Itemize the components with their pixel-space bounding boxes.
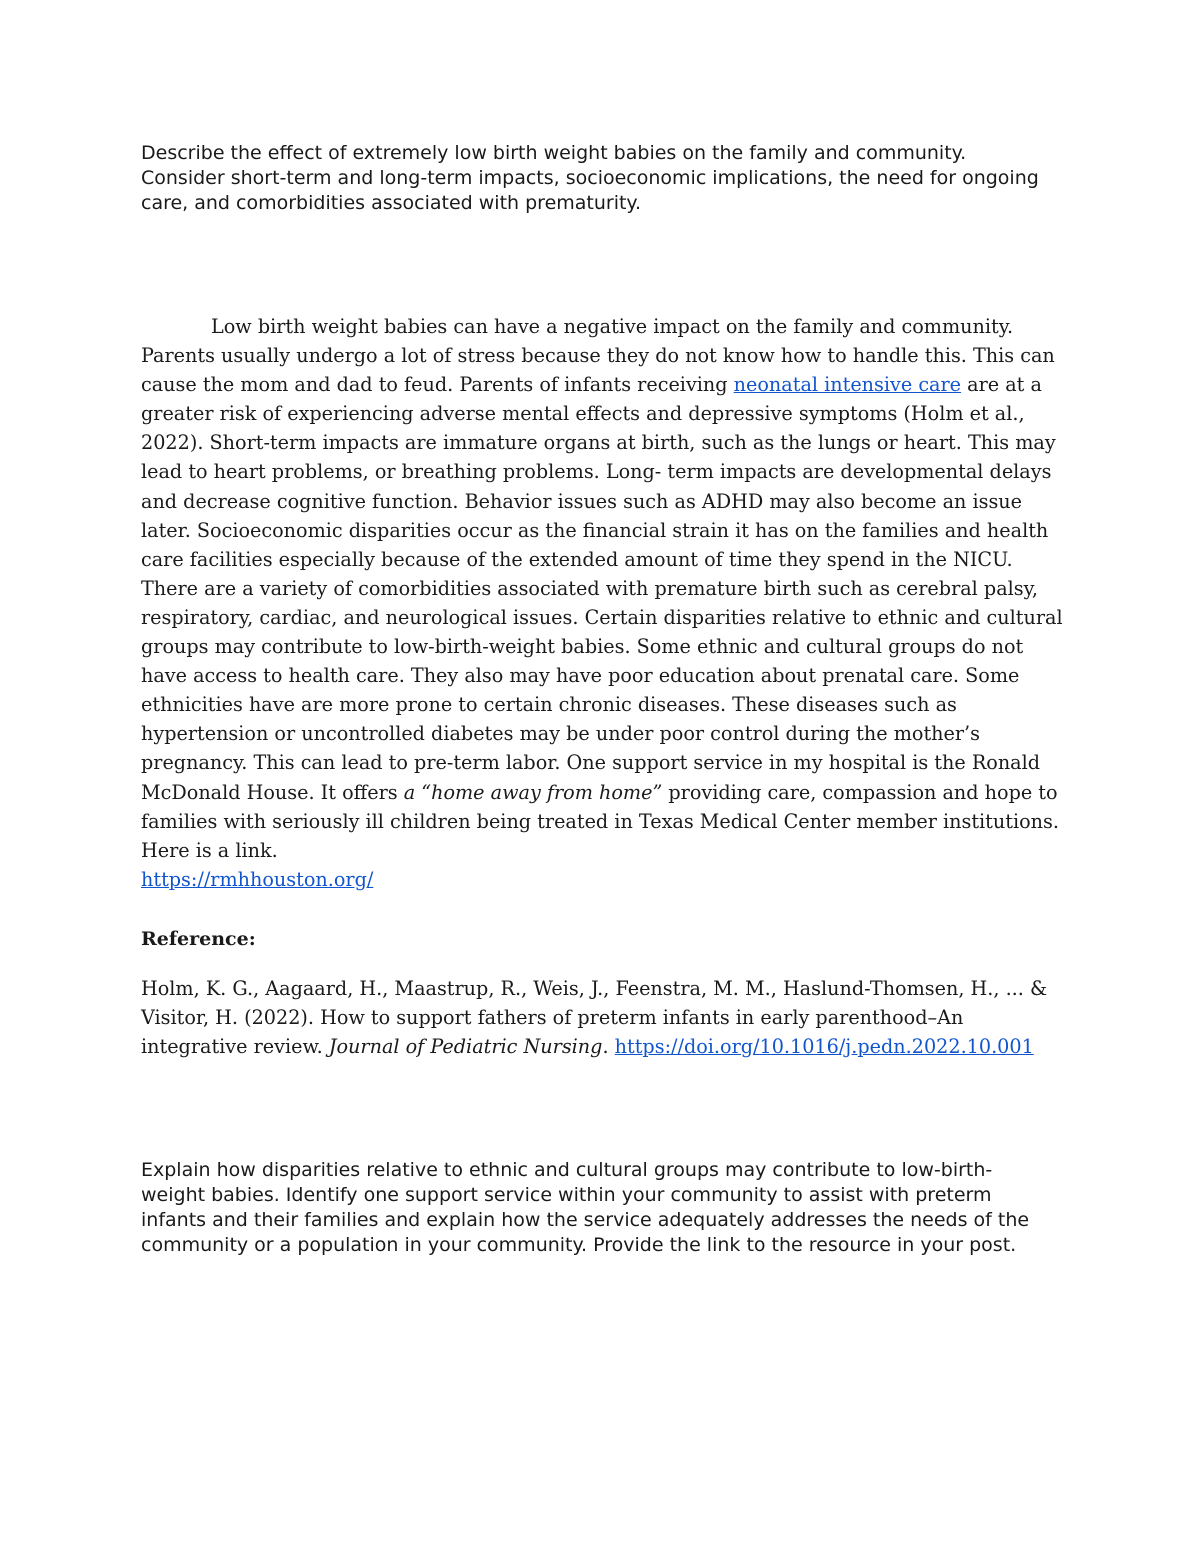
doi-link[interactable]: https://doi.org/10.1016/j.pedn.2022.10.001 [614, 1035, 1034, 1058]
discussion-prompt-top: Describe the effect of extremely low birth weight babies on the family and community. Consider short-term and long-term impacts, socioeconomic implications, the need for ongoing care, and comorbidities associated with prematurity. [141, 142, 1039, 214]
neonatal-intensive-care-link[interactable]: neonatal intensive care [733, 373, 962, 397]
essay-text-part3: providing care, compassion and hope to families with seriously ill children being treated in Texas Medical Center member institutions. Here is a link. [141, 780, 1059, 862]
reference-journal: Journal of Pediatric Nursing [328, 1035, 603, 1058]
reference-heading: Reference: [141, 928, 256, 950]
reference-text-part1: Holm, K. G., Aagaard, H., Maastrup, R., Weis, J., Feenstra, M. M., Haslund-Thomsen, H., ... & Visitor, H. (2022). How to support fathers of preterm infants in early parenthood–An integrative review. [141, 977, 1048, 1058]
discussion-prompt-bottom: Explain how disparities relative to ethnic and cultural groups may contribute to low-birth-weight babies. Identify one support service within your community to assist with preterm infants and their families and explain how the service adequately addresses the needs of the community or a population in your community. Provide the link to the resource in your post. [141, 1159, 1030, 1256]
reference-text-part2: . [602, 1035, 615, 1058]
reference-entry [141, 974, 1066, 1061]
essay-text-part1: Low birth weight babies can have a negative impact on the family and community. Parents usually undergo a lot of stress because they do not know how to handle this. This can cause the mom and dad to feud. Parents of infants receiving [141, 315, 1055, 397]
essay-text-part2: are at a greater risk of experiencing adverse mental effects and depressive symptoms (Holm et al., 2022). Short-term impacts are immature organs at birth, such as the lungs or heart. This may lead to heart problems, or breathing problems. Long- term impacts are developmental delays and decrease cognitive function. Behavior issues such as ADHD may also become an issue later. Socioeconomic disparities occur as the financial strain it has on the families and health care facilities especially because of the extended amount of time they spend in the NICU. There are a variety of comorbidities associated with premature birth such as cerebral palsy, respiratory, cardiac, and neurological issues. Certain disparities relative to ethnic and cultural groups may contribute to low-birth-weight babies. Some ethnic and cultural groups do not have access to health care. They also may have poor education about prenatal care. Some ethnicities have are more prone to certain chronic diseases. These diseases such as hypertension or uncontrolled diabetes may be under poor control during the mother’s pregnancy. This can lead to pre-term labor. One support service in my hospital is the Ronald McDonald House. It offers [141, 373, 1063, 804]
rmh-houston-link[interactable]: https://rmhhouston.org/ [141, 867, 374, 891]
essay-paragraph [141, 312, 1066, 894]
essay-italic-quote: a “home away from home” [403, 780, 663, 804]
